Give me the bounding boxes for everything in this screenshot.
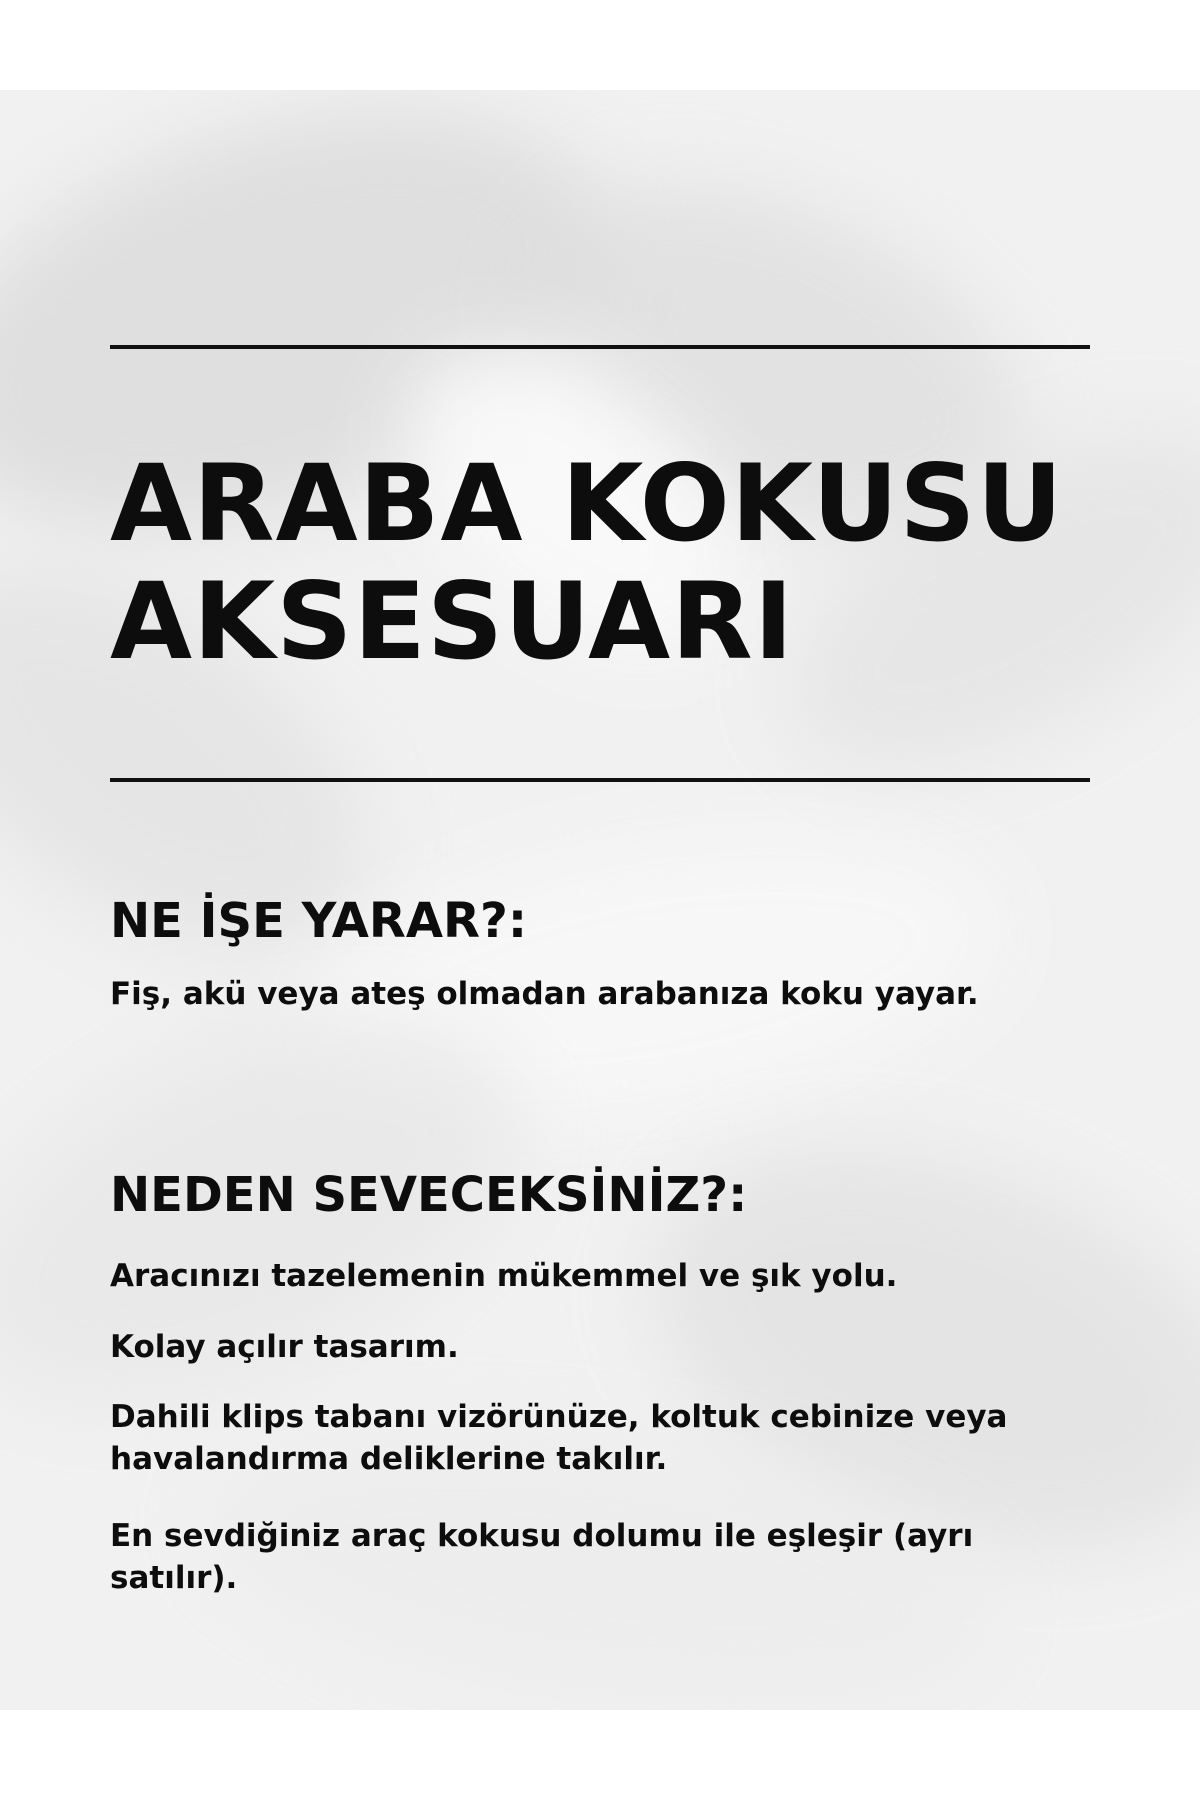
content <box>110 0 1090 1800</box>
title-line-2: AKSESUARI <box>110 560 795 683</box>
page-title <box>110 442 1064 683</box>
benefit-item: Dahili klips tabanı vizörünüze, koltuk cebinize veya havalandırma deliklerine takılır. <box>110 1399 1008 1477</box>
benefit-item: Aracınızı tazelemenin mükemmel ve şık yolu. <box>110 1258 898 1294</box>
section-heading-what-it-does: NE İŞE YARAR?: <box>110 893 528 949</box>
section-heading-why-you-love-it: NEDEN SEVECEKSİNİZ?: <box>110 1167 748 1223</box>
benefit-item: Kolay açılır tasarım. <box>110 1329 459 1365</box>
top-divider <box>110 345 1090 349</box>
section-text: Fiş, akü veya ateş olmadan arabanıza koku yayar. <box>110 976 979 1012</box>
bottom-divider <box>110 778 1090 782</box>
title-line-1: ARABA KOKUSU <box>110 442 1064 565</box>
benefit-item: En sevdiğiniz araç kokusu dolumu ile eşleşir (ayrı satılır). <box>110 1518 974 1596</box>
